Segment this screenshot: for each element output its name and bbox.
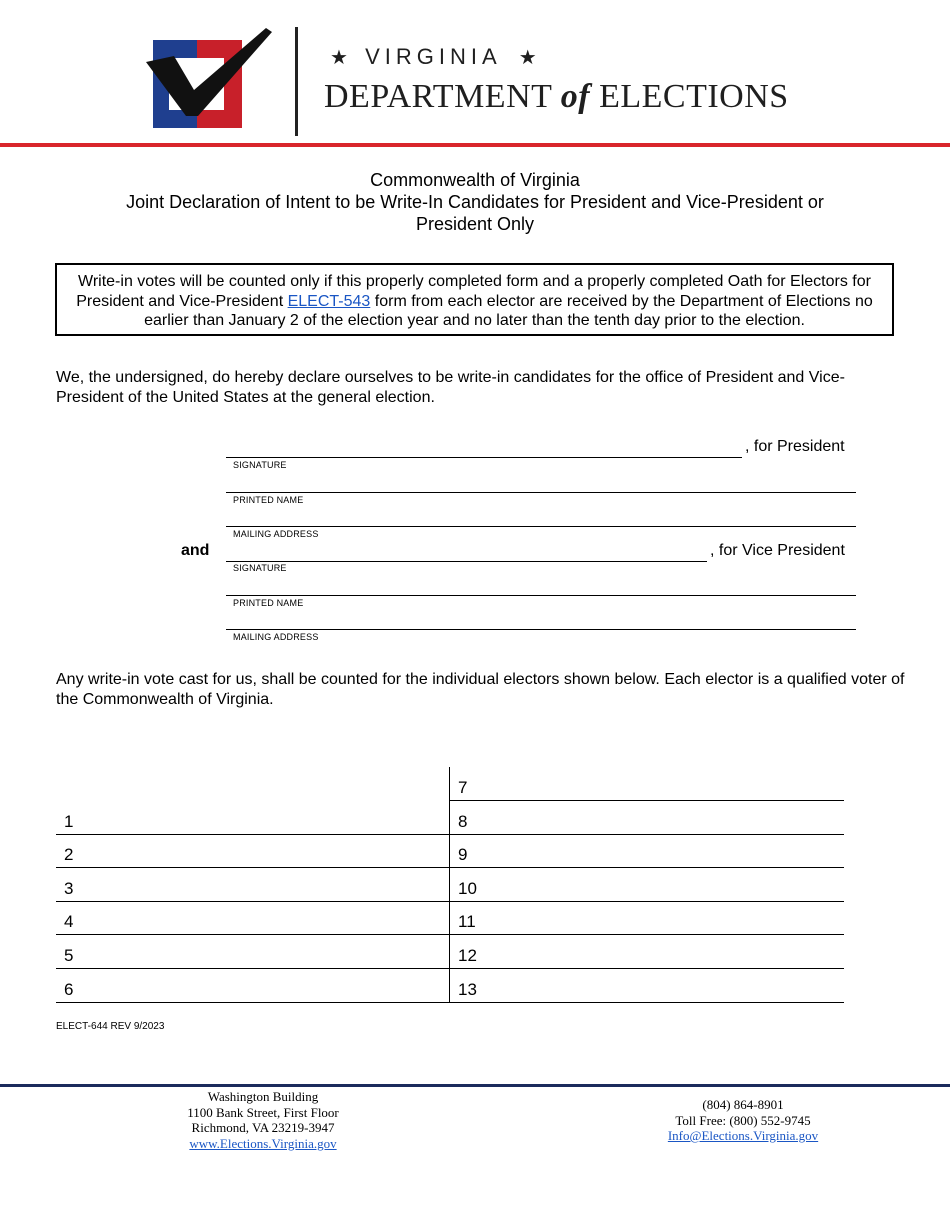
- president-printed-name-line[interactable]: [226, 492, 856, 493]
- notice-text-end: form from each elector are received by the Department of Elections no earlier than January 2 of the election year and no later than the tenth day prior to the election.: [144, 292, 873, 329]
- dept-of: of: [560, 78, 591, 115]
- brand-state: [330, 44, 830, 70]
- footer-toll-free: Toll Free: (800) 552-9745: [675, 1112, 811, 1128]
- elector-entry-line[interactable]: [449, 968, 844, 969]
- printed-name-label: PRINTED NAME: [233, 598, 304, 608]
- elector-entry-line[interactable]: [56, 1002, 449, 1003]
- form-id: ELECT-644 REV 9/2023: [56, 1021, 165, 1032]
- title-line-1: Commonwealth of Virginia: [370, 170, 580, 190]
- footer-building: Washington Building: [207, 1089, 319, 1104]
- elector-entry-line[interactable]: [449, 800, 844, 801]
- elector-entry-line[interactable]: [449, 867, 844, 868]
- elector-number: 2: [64, 845, 74, 865]
- email-link[interactable]: Info@Elections.Virginia.gov: [667, 1128, 819, 1143]
- star-icon: ★: [330, 47, 348, 69]
- dept-prefix: DEPARTMENT: [324, 78, 552, 115]
- elect-543-link[interactable]: ELECT-543: [287, 292, 371, 310]
- elector-number: 6: [64, 979, 74, 999]
- header-divider: [295, 27, 298, 136]
- brand-department: [324, 78, 844, 116]
- mailing-address-label: MAILING ADDRESS: [233, 529, 319, 539]
- elector-number: 5: [64, 946, 74, 965]
- elector-entry-line[interactable]: [449, 901, 844, 902]
- elector-number: 12: [458, 946, 477, 965]
- notice-box: [55, 263, 894, 336]
- vp-mailing-address-line[interactable]: [226, 629, 856, 630]
- footer-rule: [0, 1084, 950, 1087]
- elector-entry-line[interactable]: [56, 934, 449, 935]
- elector-number: 7: [458, 778, 468, 797]
- and-label: and: [181, 542, 210, 559]
- elector-number: 3: [64, 878, 74, 898]
- printed-name-label: PRINTED NAME: [233, 495, 304, 505]
- vp-printed-name-line[interactable]: [226, 595, 856, 596]
- footer-phone: (804) 864-8901: [702, 1097, 784, 1112]
- footer-street: 1100 Bank Street, First Floor: [187, 1104, 339, 1120]
- star-icon: ★: [518, 47, 537, 69]
- elector-entry-line[interactable]: [449, 1002, 844, 1003]
- elector-entry-line[interactable]: [56, 901, 449, 902]
- website-link[interactable]: www.Elections.Virginia.gov: [189, 1135, 337, 1151]
- title-line-2: Joint Declaration of Intent to be Write-In Candidates for President and Vice-President or: [126, 192, 824, 212]
- elector-entry-line[interactable]: [449, 934, 844, 935]
- for-vice-president-label: , for Vice President: [710, 542, 845, 559]
- signature-label: SIGNATURE: [233, 460, 287, 470]
- header-red-rule: [0, 143, 950, 147]
- elector-number: 8: [458, 811, 468, 831]
- state-name: VIRGINIA: [365, 44, 502, 69]
- elector-entry-line[interactable]: [56, 968, 449, 969]
- dept-suffix: ELECTIONS: [599, 78, 789, 115]
- notice-text: Write-in votes will be counted only if this properly completed form and a properly completed Oath for Electors for President and Vice-President: [76, 273, 871, 310]
- elector-number: 10: [458, 878, 477, 898]
- elector-entry-line[interactable]: [56, 867, 449, 868]
- page-title: [60, 169, 890, 235]
- vp-signature-line[interactable]: [226, 561, 707, 562]
- elector-number: 13: [458, 979, 477, 999]
- elector-number: 9: [458, 845, 468, 865]
- electors-column-divider: [449, 767, 450, 1002]
- signature-label: SIGNATURE: [233, 563, 287, 573]
- elector-number: 11: [458, 912, 476, 932]
- mailing-address-label: MAILING ADDRESS: [233, 632, 319, 642]
- elector-number: 4: [64, 912, 74, 932]
- electors-text: Any write-in vote cast for us, shall be counted for the individual electors shown below. Each elector is a qualified voter of the Commonwealth of Virginia.: [56, 671, 905, 708]
- footer-address: [163, 1089, 363, 1151]
- footer-contact: [643, 1097, 843, 1144]
- elector-number: 1: [64, 811, 74, 831]
- footer-city: Richmond, VA 23219-3947: [191, 1120, 335, 1135]
- elector-entry-line[interactable]: [449, 834, 844, 835]
- title-line-3: President Only: [415, 214, 535, 234]
- president-signature-line[interactable]: [226, 457, 742, 458]
- elector-entry-line[interactable]: [56, 834, 449, 835]
- for-president-label: , for President: [745, 438, 845, 455]
- checkmark-logo-icon: [146, 28, 276, 132]
- president-mailing-address-line[interactable]: [226, 526, 856, 527]
- declaration-text: We, the undersigned, do hereby declare ourselves to be write-in candidates for the office of President and Vice-President of the United States at the general election.: [56, 369, 845, 406]
